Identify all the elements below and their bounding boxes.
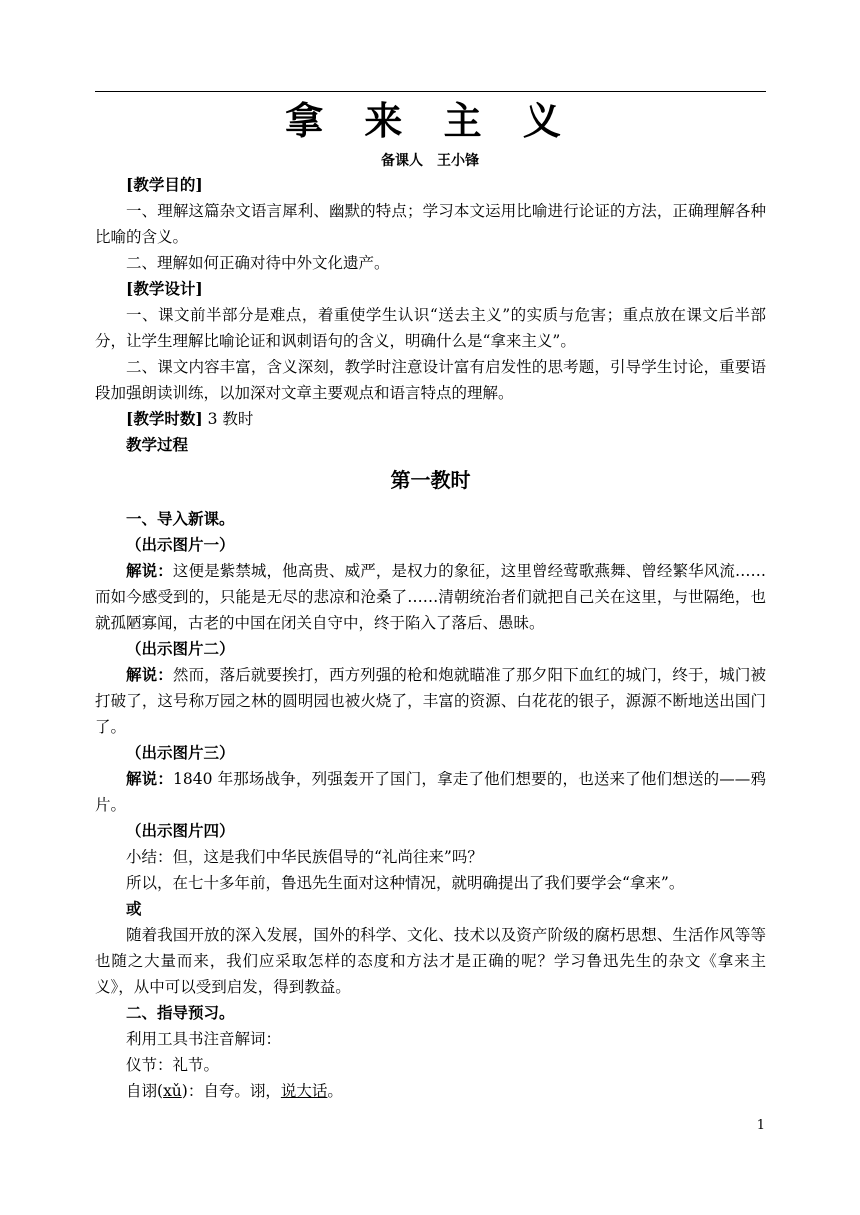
hours-value: 3 教时 (202, 410, 254, 428)
design-2: 二、课文内容丰富，含义深刻，教学时注意设计富有启发性的思考题，引导学生讨论，重要语段加强朗读训练，以加深对文章主要观点和语言特点的理解。 (95, 358, 766, 402)
section-2-heading: 二、指导预习。 (126, 1003, 235, 1022)
objective-2: 二、理解如何正确对待中外文化遗产。 (126, 254, 390, 272)
document-body (95, 172, 766, 1104)
picture-3-label: （出示图片三） (126, 743, 235, 762)
preview-intro: 利用工具书注音解词： (126, 1030, 282, 1048)
process-heading: 教学过程 (126, 435, 189, 454)
explanation-3: 解说：1840 年那场战争，列强轰开了国门，拿走了他们想要的，也送来了他们想送的——鸦片。 (95, 769, 766, 814)
header-rule (95, 91, 766, 92)
objective-1: 一、理解这篇杂文语言犀利、幽默的特点；学习本文运用比喻进行论证的方法，正确理解各种比喻的含义。 (95, 202, 766, 246)
design-1: 一、课文前半部分是难点，着重使学生认识“送去主义”的实质与危害；重点放在课文后半部分，让学生理解比喻论证和讽刺语句的含义，明确什么是“拿来主义”。 (95, 306, 766, 350)
lesson-heading: 第一教时 (390, 468, 471, 492)
underlined-definition: 说大话 (280, 1082, 328, 1100)
document-title: 拿 来 主 义 (285, 99, 575, 143)
explanation-2: 解说：然而，落后就要挨打，西方列强的枪和炮就瞄准了那夕阳下血红的城门，终于，城门被打破了，这号称万园之林的圆明园也被火烧了，丰富的资源、白花花的银子，源源不断地送出国门了。 (95, 665, 766, 736)
objectives-heading: [教学目的] (126, 175, 203, 194)
section-1-heading: 一、导入新课。 (126, 509, 235, 528)
summary-line: 小结：但，这是我们中华民族倡导的“礼尚往来”吗？ (126, 848, 483, 866)
vocab-item-2: 自诩(xǔ)：自夸。诩，说大话。 (126, 1082, 343, 1100)
hours-heading: [教学时数] (126, 409, 203, 428)
picture-1-label: （出示图片一） (126, 535, 235, 554)
explanation-1: 解说：这便是紫禁城，他高贵、威严，是权力的象征，这里曾经莺歌燕舞、曾经繁华风流……而如今感受到的，只能是无尽的悲凉和沧桑了……清朝统治者们就把自己关在这里，与世隔绝，也就孤陋寡闻，古老的中国在闭关自守中，终于陷入了落后、愚昧。 (95, 561, 766, 632)
hours-line (95, 406, 766, 432)
picture-4-label: （出示图片四） (126, 821, 235, 840)
vocab-item-1: 仪节：礼节。 (126, 1056, 220, 1074)
design-heading: [教学设计] (126, 279, 203, 298)
pinyin-xu: xǔ (163, 1082, 182, 1100)
author-line: 备课人 王小锋 (381, 153, 479, 169)
page-number: 1 (756, 1118, 765, 1133)
or-label: 或 (126, 899, 142, 918)
conclusion-line: 所以，在七十多年前，鲁迅先生面对这种情况，就明确提出了我们要学会“拿来”。 (126, 874, 685, 892)
alternative-intro: 随着我国开放的深入发展，国外的科学、文化、技术以及资产阶级的腐朽思想、生活作风等等也随之大量而来，我们应采取怎样的态度和方法才是正确的呢？学习鲁迅先生的杂文《拿来主义》，从中可以受到启发，得到教益。 (95, 926, 766, 996)
picture-2-label: （出示图片二） (126, 639, 235, 658)
